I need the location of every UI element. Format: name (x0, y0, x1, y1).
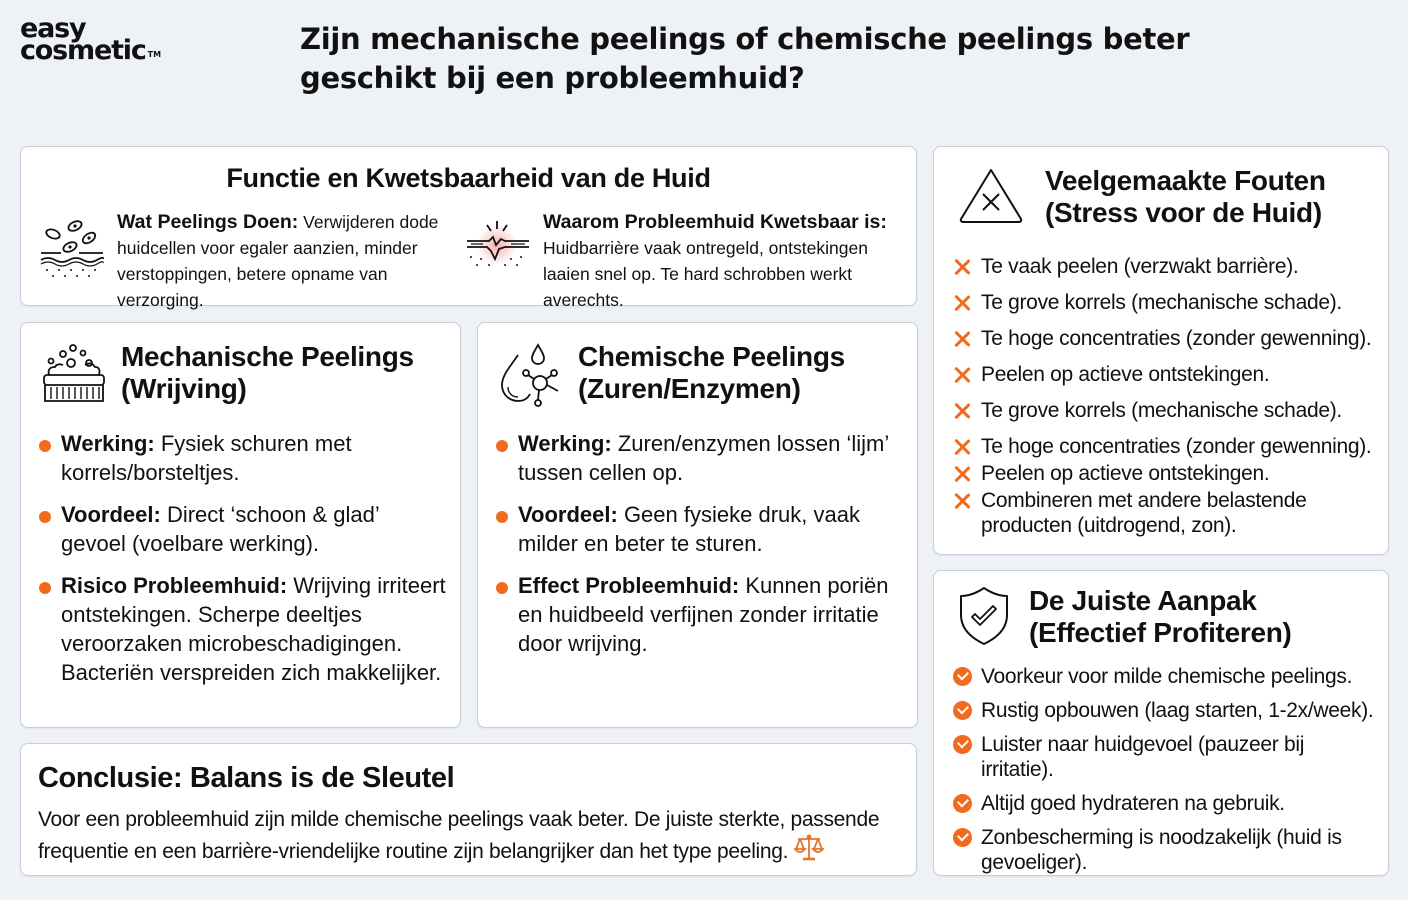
conclusion-card (20, 743, 917, 876)
why-problem-skin-vulnerable-text: Huidbarrière vaak ontregeld, ontstekingen laaien snel op. Te hard schrobben werkt averechts. (543, 238, 868, 310)
bullet-dot-icon (496, 440, 508, 452)
conclusion-title: Conclusie: Balans is de Sleutel (38, 762, 455, 794)
brand-logo (20, 13, 162, 66)
list-item: Te grove korrels (mechanische schade). (952, 398, 1382, 423)
list-item: Altijd goed hydrateren na gebruik. (952, 791, 1382, 816)
check-circle-icon (953, 794, 972, 813)
common-mistakes-title: Veelgemaakte Fouten (Stress voor de Huid) (1045, 165, 1326, 228)
warning-triangle-x-icon (958, 167, 1024, 230)
list-item: Zonbescherming is noodzakelijk (huid is gevoeliger). (952, 825, 1382, 875)
check-circle-icon (953, 828, 972, 847)
common-mistakes-card (933, 146, 1389, 555)
mechanical-peelings-list (39, 429, 448, 700)
bullet-dot-icon (496, 511, 508, 523)
chemical-peelings-title: Chemische Peelings (Zuren/Enzymen) (578, 341, 845, 404)
list-item: Combineren met andere belastende producten (uitdrogend, zon). (952, 488, 1382, 538)
bullet-dot-icon (39, 582, 51, 594)
list-item: Voorkeur voor milde chemische peelings. (952, 664, 1382, 689)
page-title: Zijn mechanische peelings of chemische peelings beter geschikt bij een probleemhuid? (300, 22, 1190, 95)
cross-icon (954, 466, 970, 482)
list-item: Werking: Fysiek schuren met korrels/borsteltjes. (39, 429, 448, 487)
bullet-dot-icon (496, 582, 508, 594)
list-item: Voordeel: Geen fysieke druk, vaak milder en beter te sturen. (496, 500, 905, 558)
list-item: Te hoge concentraties (zonder gewenning). (952, 326, 1382, 351)
right-approach-list (952, 664, 1382, 884)
conclusion-text-block (38, 806, 908, 870)
list-item: Effect Probleemhuid: Kunnen poriën en huidbeeld verfijnen zonder irritatie door wrijving. (496, 571, 905, 658)
scrub-brush-icon (41, 343, 107, 410)
cracked-skin-icon (463, 219, 533, 282)
cross-icon (954, 439, 970, 455)
check-circle-icon (953, 735, 972, 754)
list-item: Te vaak peelen (verzwakt barrière). (952, 254, 1382, 279)
list-item: Te grove korrels (mechanische schade). (952, 290, 1382, 315)
chemical-peelings-card (477, 322, 918, 728)
function-card-title: Functie en Kwetsbaarheid van de Huid (226, 163, 711, 193)
exfoliation-particles-icon (39, 219, 105, 286)
conclusion-text: Voor een probleemhuid zijn milde chemische peelings vaak beter. De juiste sterkte, passende frequentie en een barrière-vriendelijke routine zijn belangrijker dan het type peeling. (38, 808, 880, 863)
cross-icon (954, 331, 970, 347)
cross-icon (954, 403, 970, 419)
bullet-dot-icon (39, 440, 51, 452)
drops-molecule-icon (498, 343, 564, 414)
list-item: Werking: Zuren/enzymen lossen ‘lijm’ tussen cellen op. (496, 429, 905, 487)
list-item: Voordeel: Direct ‘schoon & glad’ gevoel (voelbare werking). (39, 500, 448, 558)
list-item: Peelen op actieve ontstekingen. (952, 461, 1382, 486)
list-item: Luister naar huidgevoel (pauzeer bij irritatie). (952, 732, 1382, 782)
why-problem-skin-vulnerable-label: Waarom Probleemhuid Kwetsbaar is: (543, 211, 887, 233)
what-peelings-do-label: Wat Peelings Doen: (117, 211, 299, 233)
mechanical-peelings-card (20, 322, 461, 728)
chemical-peelings-list (496, 429, 905, 671)
logo-line-1: easy (20, 13, 86, 44)
list-item: Risico Probleemhuid: Wrijving irriteert ontstekingen. Scherpe deeltjes veroorzaken microbeschadigingen. Bacteriën verspreiden zich makkelijker. (39, 571, 448, 687)
list-item: Peelen op actieve ontstekingen. (952, 362, 1382, 387)
right-approach-card (933, 570, 1389, 876)
function-card (20, 146, 917, 310)
cross-icon (954, 295, 970, 311)
logo-line-2: cosmetic (20, 35, 146, 66)
list-item: Rustig opbouwen (laag starten, 1-2x/week). (952, 698, 1382, 723)
list-item: Te hoge concentraties (zonder gewenning). (952, 434, 1382, 459)
common-mistakes-list (952, 254, 1382, 540)
shield-check-icon (958, 585, 1010, 652)
what-peelings-do-text: Verwijderen dode huidcellen voor egaler aanzien, minder verstoppingen, betere opname van verzorging. (117, 212, 439, 310)
right-approach-title: De Juiste Aanpak (Effectief Profiteren) (1029, 585, 1292, 648)
cross-icon (954, 259, 970, 275)
balance-scale-icon (794, 834, 824, 870)
check-circle-icon (953, 701, 972, 720)
bullet-dot-icon (39, 511, 51, 523)
mechanical-peelings-title: Mechanische Peelings (Wrijving) (121, 341, 414, 404)
cross-icon (954, 493, 970, 509)
logo-trademark: TM (147, 50, 162, 59)
cross-icon (954, 367, 970, 383)
check-circle-icon (953, 667, 972, 686)
